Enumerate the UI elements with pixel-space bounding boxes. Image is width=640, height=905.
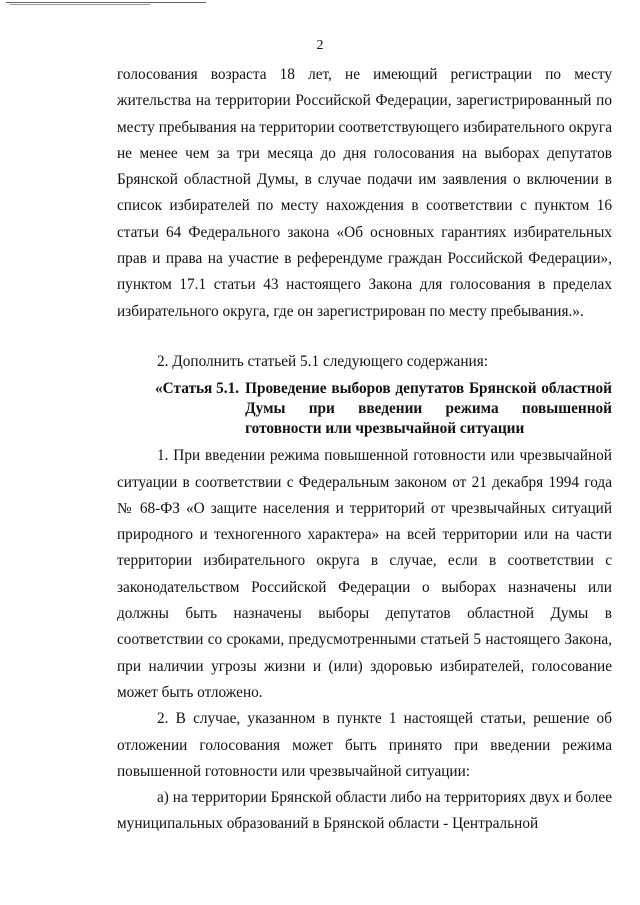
document-body: [117, 62, 612, 838]
paragraph-amendment: 2. Дополнить статьей 5.1 следующего содержания:: [157, 352, 489, 370]
paragraph-subitem-a: а) на территории Брянской области либо на территориях двух и более муниципальных образований в Брянской области - Центральной: [117, 789, 612, 833]
paragraph-item-1: 1. При введении режима повышенной готовности или чрезвычайной ситуации в соответствии с Федеральным законом от 21 декабря 1994 года № 68-ФЗ «О защите населения и территорий от чрезвычайных ситуаций природного и техногенного характера» на всей территории или на части территории избирательного округа в случае, если в соответствии с законодательством Российской Федерации о выборах назначены или должны быть назначены выборы депутатов областной Думы в соответствии со сроками, предусмотренными статьей 5 настоящего Закона, при наличии угрозы жизни и (или) здоровью избирателей, голосование может быть отложено.: [117, 447, 612, 701]
paragraph-item-2: 2. В случае, указанном в пункте 1 настоящей статьи, решение об отложении голосования может быть принято при введении режима повышенной готовности или чрезвычайной ситуации:: [117, 710, 612, 780]
paragraph-continuation: голосования возраста 18 лет, не имеющий регистрации по месту жительства на территории Российской Федерации, зарегистрированный по месту пребывания на территории соответствующего избирательного округа не менее чем за три месяца до дня голосования на выборах депутатов Брянской областной Думы, в случае подачи им заявления о включении в список избирателей по месту нахождения в соответствии с пунктом 16 статьи 64 Федерального закона «Об основных гарантиях избирательных прав и права на участие в референдуме граждан Российской Федерации», пунктом 17.1 статьи 43 настоящего Закона для голосования в пределах избирательного округа, где он зарегистрирован по месту пребывания.».: [117, 66, 612, 320]
article-title: Проведение выборов депутатов Брянской областной Думы при введении режима повышенной готовности или чрезвычайной ситуации: [245, 380, 612, 438]
top-rule: [6, 2, 206, 3]
page-number: 2: [316, 38, 324, 53]
top-rule-secondary: [10, 4, 150, 5]
article-heading: [117, 379, 612, 439]
article-label: «Статья 5.1.: [155, 380, 240, 398]
